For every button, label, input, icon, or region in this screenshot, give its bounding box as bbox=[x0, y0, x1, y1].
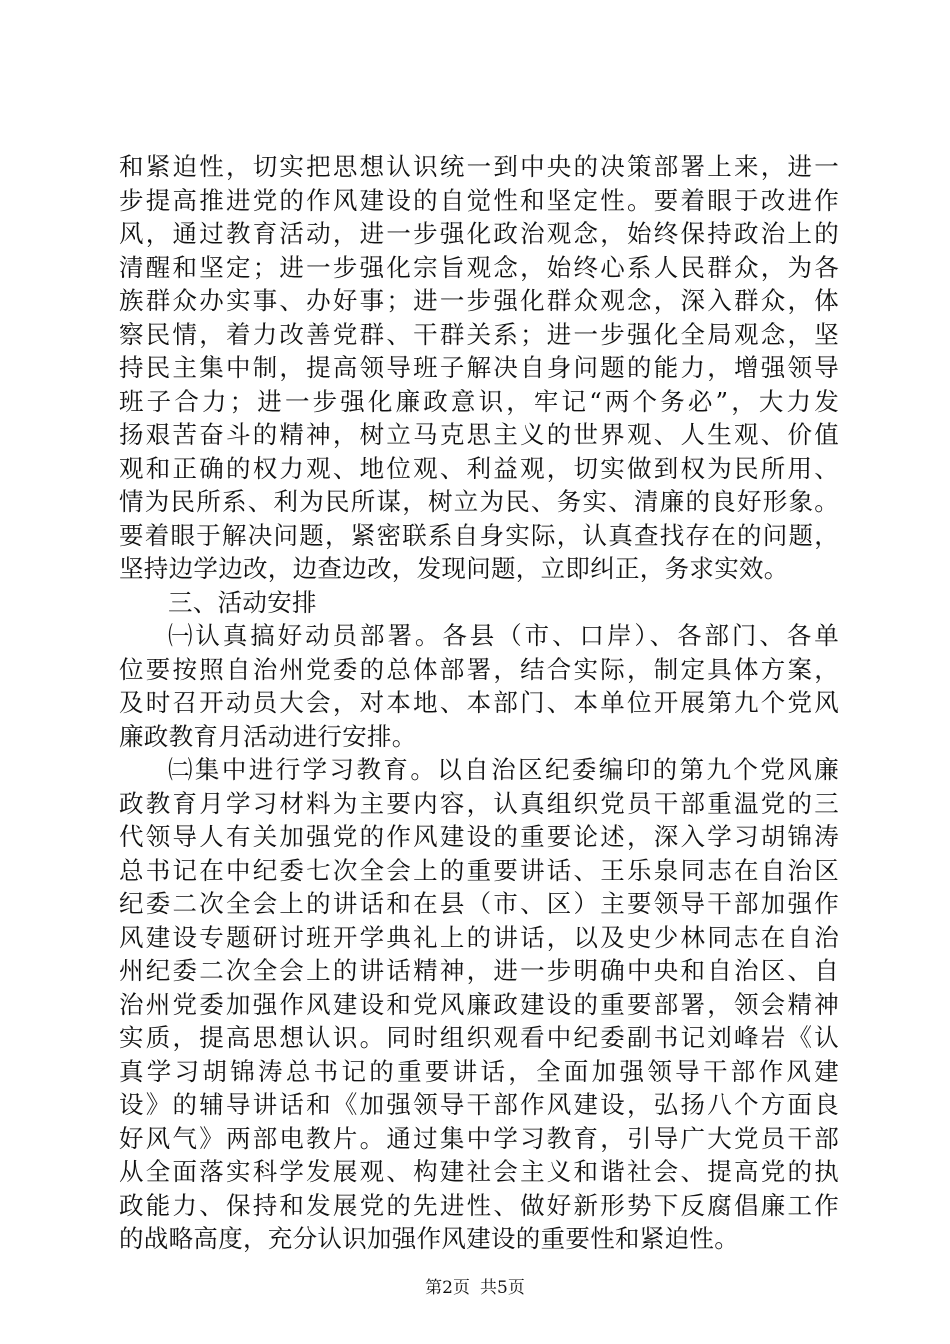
text-line: 风，通过教育活动，进一步强化政治观念，始终保持政治上的 bbox=[119, 219, 839, 248]
text-line: 步提高推进党的作风建设的自觉性和坚定性。要着眼于改进作 bbox=[119, 185, 839, 215]
text-line: 及时召开动员大会，对本地、本部门、本单位开展第九个党风 bbox=[119, 688, 839, 717]
text-line: 要着眼于解决问题，紧密联系自身实际，认真查找存在的问题， bbox=[119, 520, 839, 550]
text-line: 真学习胡锦涛总书记的重要讲话，全面加强领导干部作风建 bbox=[119, 1056, 839, 1086]
section-heading: 三、活动安排 bbox=[168, 587, 317, 617]
text-line: 好风气》两部电教片。通过集中学习教育，引导广大党员干部 bbox=[119, 1123, 839, 1153]
text-line: 察民情，着力改善党群、干群关系；进一步强化全局观念，坚 bbox=[119, 319, 839, 349]
text-line: 纪委二次全会上的讲话和在县（市、区）主要领导干部加强作 bbox=[119, 889, 839, 918]
text-line: 风建设专题研讨班开学典礼上的讲话，以及史少林同志在自治 bbox=[119, 922, 839, 952]
text-line: 观和正确的权力观、地位观、利益观，切实做到权为民所用、 bbox=[119, 453, 839, 483]
text-line: 设》的辅导讲话和《加强领导干部作风建设，弘扬八个方面良 bbox=[119, 1090, 839, 1119]
text-line: 班子合力；进一步强化廉政意识，牢记“两个务必”，大力发 bbox=[119, 386, 839, 416]
text-line: 位要按照自治州党委的总体部署，结合实际，制定具体方案， bbox=[119, 654, 839, 684]
text-line: ㈡集中进行学习教育。以自治区纪委编印的第九个党风廉 bbox=[168, 755, 839, 784]
text-line: 从全面落实科学发展观、构建社会主义和谐社会、提高党的执 bbox=[119, 1157, 839, 1186]
page-footer bbox=[0, 1273, 950, 1298]
text-line: 政能力、保持和发展党的先进性、做好新形势下反腐倡廉工作 bbox=[119, 1190, 839, 1220]
page-total: 共5页 bbox=[480, 1278, 525, 1298]
text-line: 族群众办实事、办好事；进一步强化群众观念，深入群众，体 bbox=[119, 286, 839, 315]
text-line: 总书记在中纪委七次全会上的重要讲话、王乐泉同志在自治区 bbox=[119, 855, 839, 885]
body-text bbox=[119, 150, 839, 1256]
text-line: 州纪委二次全会上的讲话精神，进一步明确中央和自治区、自 bbox=[119, 956, 839, 985]
text-line: 情为民所系、利为民所谋，树立为民、务实、清廉的良好形象。 bbox=[119, 487, 839, 516]
text-line: 治州党委加强作风建设和党风廉政建设的重要部署，领会精神 bbox=[119, 989, 839, 1019]
page-number: 第2页 bbox=[425, 1278, 470, 1298]
text-line: 和紧迫性，切实把思想认识统一到中央的决策部署上来，进一 bbox=[119, 152, 839, 181]
text-line: 实质，提高思想认识。同时组织观看中纪委副书记刘峰岩《认 bbox=[119, 1023, 839, 1052]
text-line: ㈠认真搞好动员部署。各县（市、口岸）、各部门、各单 bbox=[168, 621, 839, 650]
text-line: 廉政教育月活动进行安排。 bbox=[119, 721, 417, 751]
text-line: 坚持边学边改，边查边改，发现问题，立即纠正，务求实效。 bbox=[119, 554, 789, 583]
text-line: 扬艰苦奋斗的精神，树立马克思主义的世界观、人生观、价值 bbox=[119, 420, 839, 449]
text-line: 的战略高度，充分认识加强作风建设的重要性和紧迫性。 bbox=[119, 1224, 739, 1253]
text-line: 清醒和坚定；进一步强化宗旨观念，始终心系人民群众，为各 bbox=[119, 252, 839, 282]
text-line: 政教育月学习材料为主要内容，认真组织党员干部重温党的三 bbox=[119, 788, 839, 818]
text-line: 代领导人有关加强党的作风建设的重要论述，深入学习胡锦涛 bbox=[119, 822, 839, 851]
text-line: 持民主集中制，提高领导班子解决自身问题的能力，增强领导 bbox=[119, 353, 839, 382]
